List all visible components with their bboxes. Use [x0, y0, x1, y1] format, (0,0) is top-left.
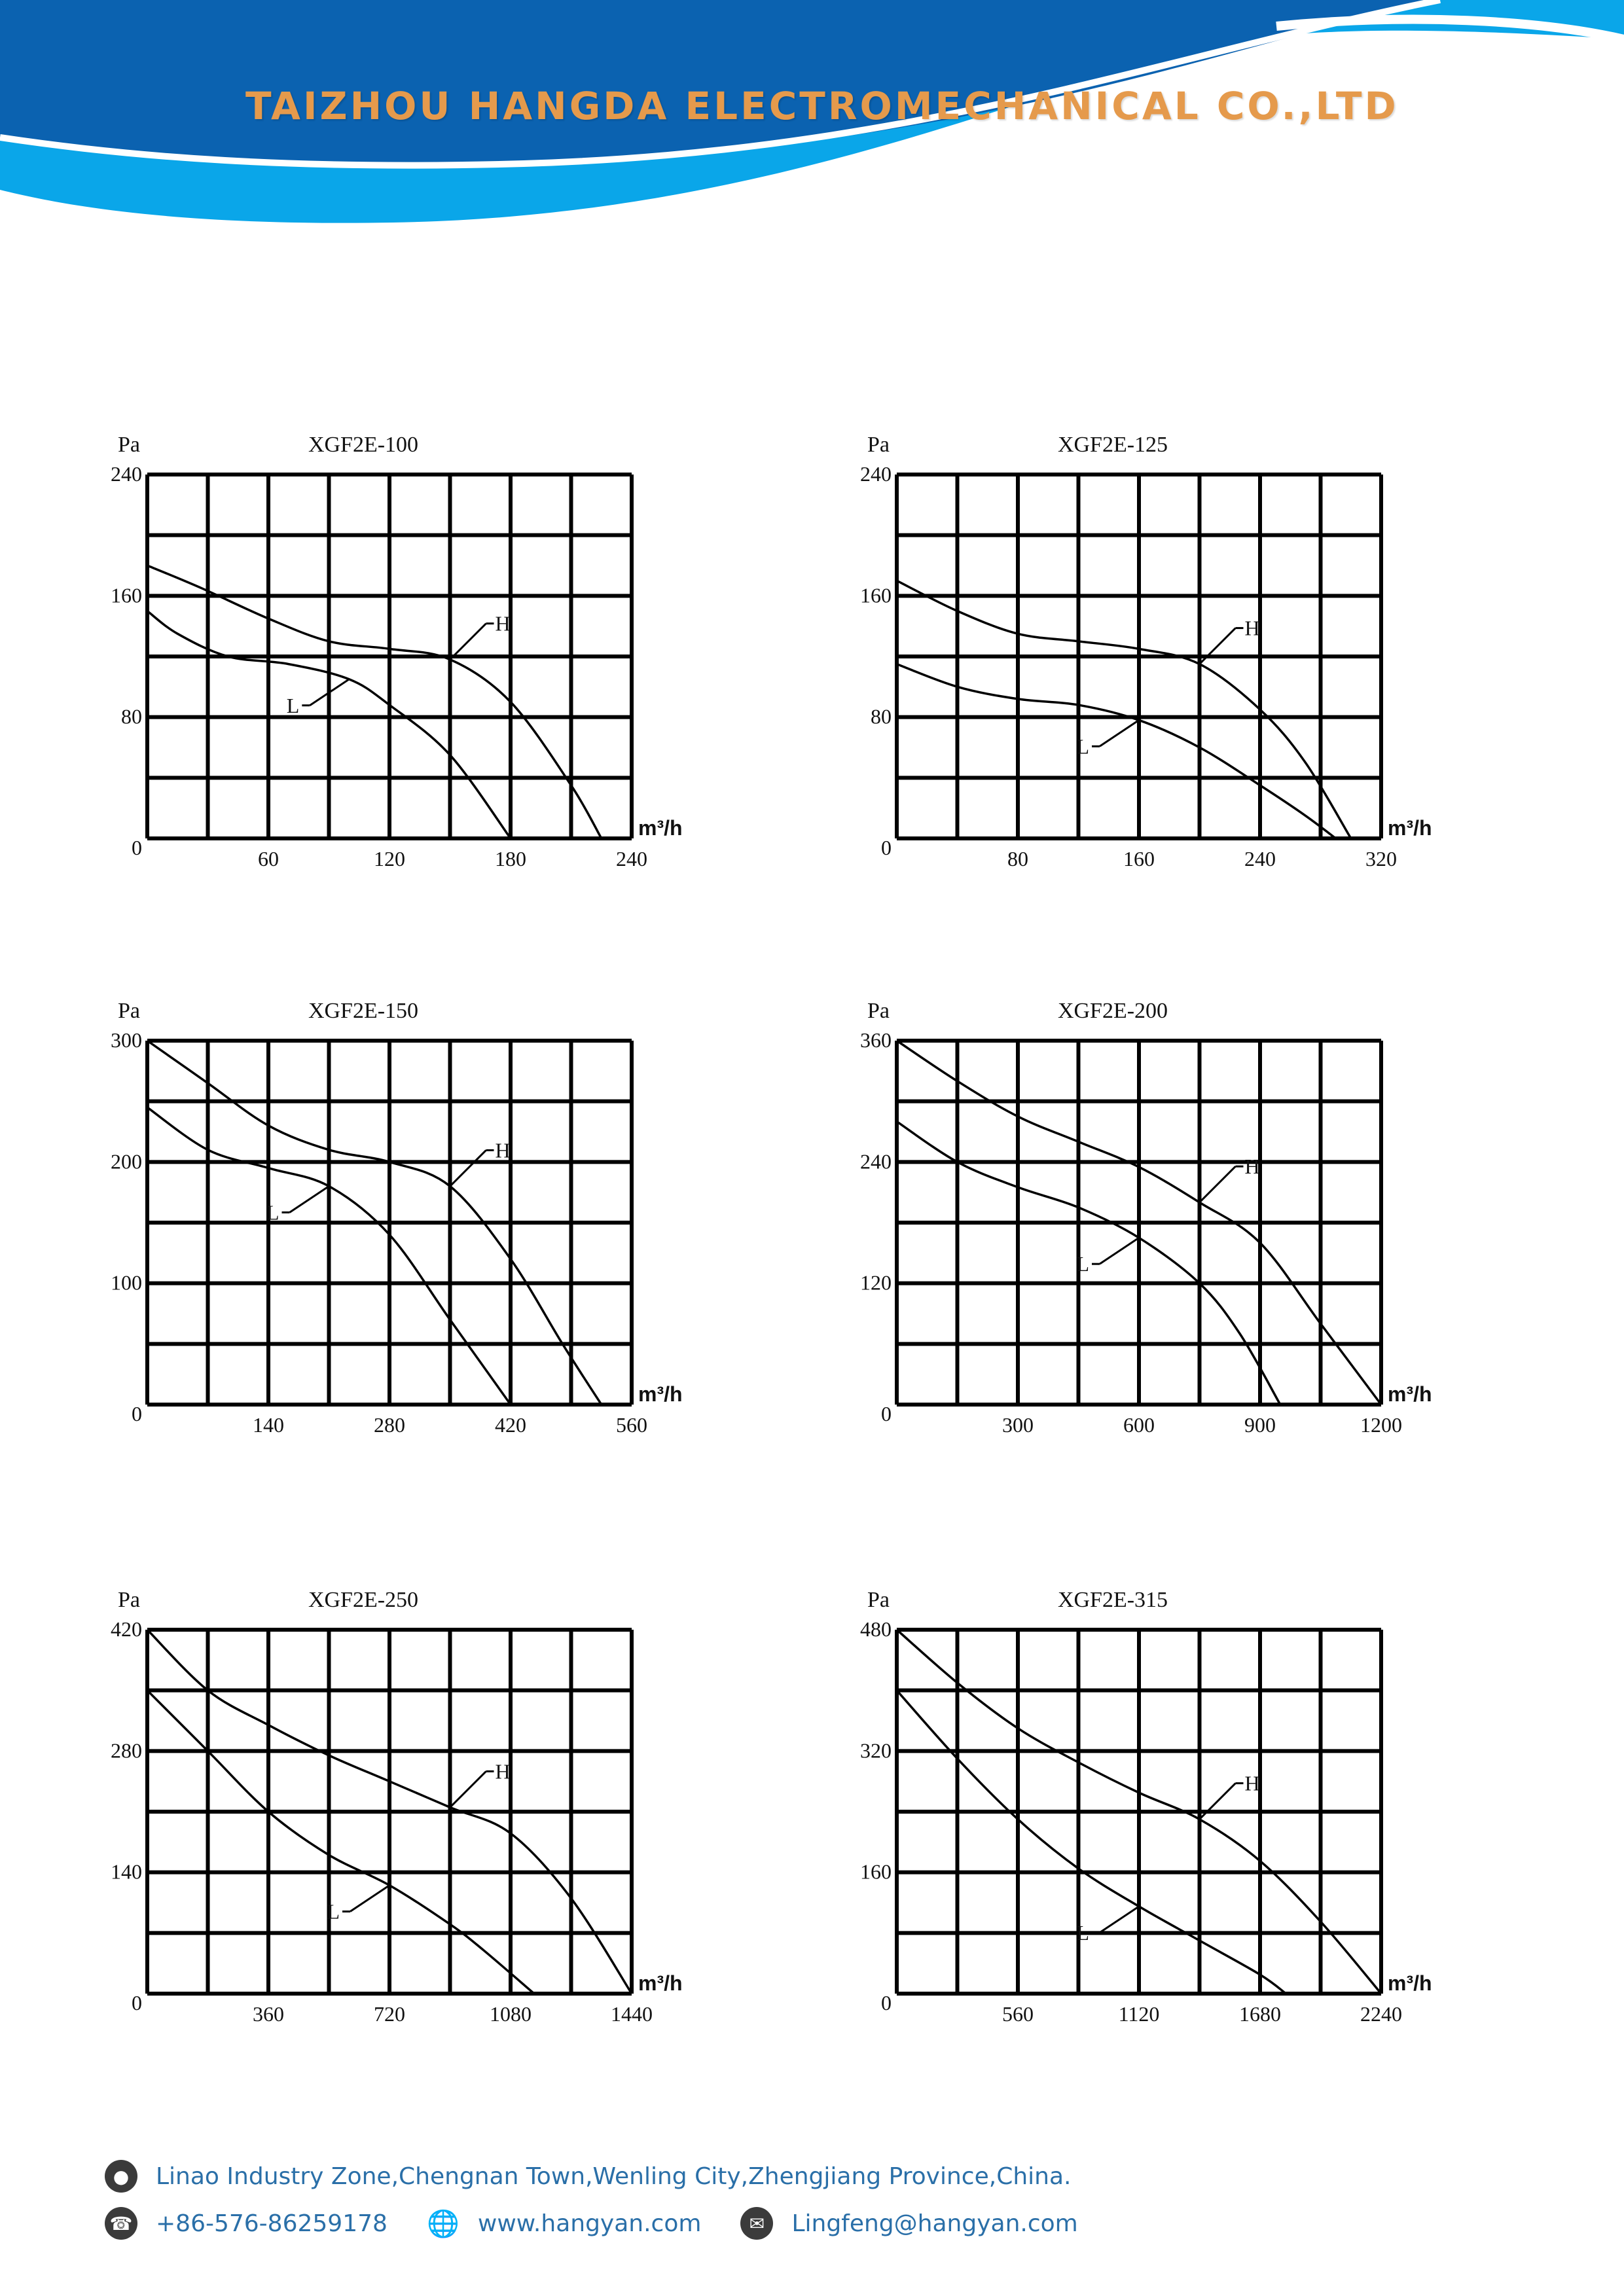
chart-xgf2e-125 [848, 393, 1450, 877]
x-axis-label: m³/h [638, 1971, 683, 1995]
chart-group [860, 433, 1432, 870]
phone-icon: ☎ [105, 2207, 137, 2240]
series-label-H: H [1244, 1771, 1260, 1795]
chart-group [111, 1588, 683, 2026]
chart-xgf2e-100 [98, 393, 700, 877]
x-tick-label: 560 [616, 1413, 647, 1437]
x-tick-label: 360 [253, 2002, 284, 2026]
header-banner [0, 0, 1624, 249]
chart-title: XGF2E-100 [308, 433, 419, 457]
series-label-L: L [1076, 1252, 1089, 1276]
y-tick-label: 320 [860, 1738, 892, 1763]
x-tick-label: 300 [1002, 1413, 1034, 1437]
leader-line-H [1200, 1784, 1236, 1820]
series-line-L [897, 1691, 1286, 1994]
y-axis-label: Pa [118, 1588, 140, 1612]
x-tick-label: 1080 [490, 2002, 532, 2026]
footer-email[interactable]: Lingfeng@hangyan.com [791, 2210, 1078, 2237]
x-tick-label: 240 [616, 847, 647, 870]
y-tick-label: 0 [881, 1991, 892, 2015]
y-axis-label: Pa [867, 1588, 890, 1612]
x-tick-label: 600 [1123, 1413, 1155, 1437]
chart-xgf2e-315 [848, 1548, 1450, 2032]
x-tick-label: 120 [374, 847, 405, 870]
x-tick-label: 1200 [1360, 1413, 1402, 1437]
y-tick-label: 140 [111, 1859, 142, 1884]
x-tick-label: 1440 [611, 2002, 653, 2026]
x-tick-label: 180 [495, 847, 526, 870]
y-tick-label: 280 [111, 1738, 142, 1763]
x-tick-label: 240 [1244, 847, 1276, 870]
leader-line-H [1200, 628, 1236, 664]
chart-title: XGF2E-200 [1057, 999, 1168, 1023]
email-icon: ✉ [740, 2207, 773, 2240]
y-tick-label: 160 [860, 1859, 892, 1884]
leader-line-L [1100, 1907, 1139, 1933]
y-tick-label: 420 [111, 1617, 142, 1641]
chart-title: XGF2E-150 [308, 999, 419, 1023]
series-label-H: H [495, 1759, 511, 1784]
y-tick-label: 80 [871, 704, 892, 728]
y-tick-label: 300 [111, 1028, 142, 1052]
y-tick-label: 360 [860, 1028, 892, 1052]
leader-line-L [290, 1186, 329, 1212]
x-tick-label: 720 [374, 2002, 405, 2026]
series-label-L: L [286, 693, 300, 717]
y-tick-label: 0 [132, 836, 142, 859]
x-tick-label: 160 [1123, 847, 1155, 870]
y-tick-label: 160 [860, 583, 892, 607]
x-tick-label: 60 [258, 847, 279, 870]
x-tick-label: 280 [374, 1413, 405, 1437]
y-axis-label: Pa [867, 433, 890, 457]
y-tick-label: 80 [121, 704, 142, 728]
globe-icon: 🌐 [427, 2207, 460, 2240]
leader-line-H [450, 1771, 486, 1807]
x-tick-label: 1680 [1239, 2002, 1281, 2026]
x-axis-label: m³/h [1388, 1971, 1432, 1995]
leader-line-H [450, 624, 486, 660]
chart-group [111, 999, 683, 1437]
y-axis-label: Pa [867, 999, 890, 1023]
chart-xgf2e-250 [98, 1548, 700, 2032]
chart-group [111, 433, 683, 870]
leader-line-L [1100, 720, 1139, 746]
x-tick-label: 140 [253, 1413, 284, 1437]
location-icon: ● [105, 2160, 137, 2193]
y-axis-label: Pa [118, 999, 140, 1023]
series-label-L: L [266, 1200, 280, 1225]
x-tick-label: 900 [1244, 1413, 1276, 1437]
y-tick-label: 480 [860, 1617, 892, 1641]
y-tick-label: 0 [881, 1402, 892, 1426]
chart-title: XGF2E-315 [1057, 1588, 1168, 1612]
series-line-L [147, 1691, 534, 1994]
y-tick-label: 120 [860, 1270, 892, 1295]
x-axis-label: m³/h [1388, 1382, 1432, 1406]
y-axis-label: Pa [118, 433, 140, 457]
y-tick-label: 240 [111, 462, 142, 486]
y-tick-label: 200 [111, 1149, 142, 1174]
footer-website[interactable]: www.hangyan.com [477, 2210, 702, 2237]
x-axis-label: m³/h [638, 1382, 683, 1406]
y-tick-label: 0 [881, 836, 892, 859]
series-label-L: L [1076, 734, 1089, 759]
chart-title: XGF2E-125 [1057, 433, 1168, 457]
x-tick-label: 80 [1007, 847, 1028, 870]
chart-xgf2e-200 [848, 959, 1450, 1443]
series-label-L: L [327, 1899, 340, 1924]
series-label-H: H [495, 611, 511, 636]
series-label-H: H [1244, 1155, 1260, 1179]
x-tick-label: 560 [1002, 2002, 1034, 2026]
x-tick-label: 2240 [1360, 2002, 1402, 2026]
footer-phone[interactable]: +86-576-86259178 [156, 2210, 388, 2237]
y-tick-label: 0 [132, 1402, 142, 1426]
chart-group [860, 999, 1432, 1437]
x-axis-label: m³/h [638, 816, 683, 840]
y-tick-label: 100 [111, 1270, 142, 1295]
series-label-H: H [1244, 616, 1260, 640]
x-tick-label: 420 [495, 1413, 526, 1437]
leader-line-L [350, 1886, 389, 1912]
x-axis-label: m³/h [1388, 816, 1432, 840]
chart-title: XGF2E-250 [308, 1588, 419, 1612]
x-tick-label: 320 [1365, 847, 1397, 870]
x-tick-label: 1120 [1118, 2002, 1160, 2026]
series-label-H: H [495, 1138, 511, 1162]
footer-address: Linao Industry Zone,Chengnan Town,Wenling City,Zhengjiang Province,China. [156, 2162, 1072, 2190]
series-line-L [897, 664, 1336, 838]
company-name: TAIZHOU HANGDA ELECTROMECHANICAL CO.,LTD [245, 84, 1399, 128]
footer [98, 2160, 1538, 2278]
leader-line-L [1100, 1238, 1139, 1264]
y-tick-label: 240 [860, 462, 892, 486]
series-label-L: L [1076, 1920, 1089, 1945]
y-tick-label: 160 [111, 583, 142, 607]
chart-xgf2e-150 [98, 959, 700, 1443]
y-tick-label: 0 [132, 1991, 142, 2015]
charts-grid [0, 367, 1624, 2042]
series-line-H [147, 565, 602, 838]
chart-group [860, 1588, 1432, 2026]
y-tick-label: 240 [860, 1149, 892, 1174]
leader-line-H [1200, 1166, 1236, 1202]
leader-line-H [450, 1150, 486, 1186]
